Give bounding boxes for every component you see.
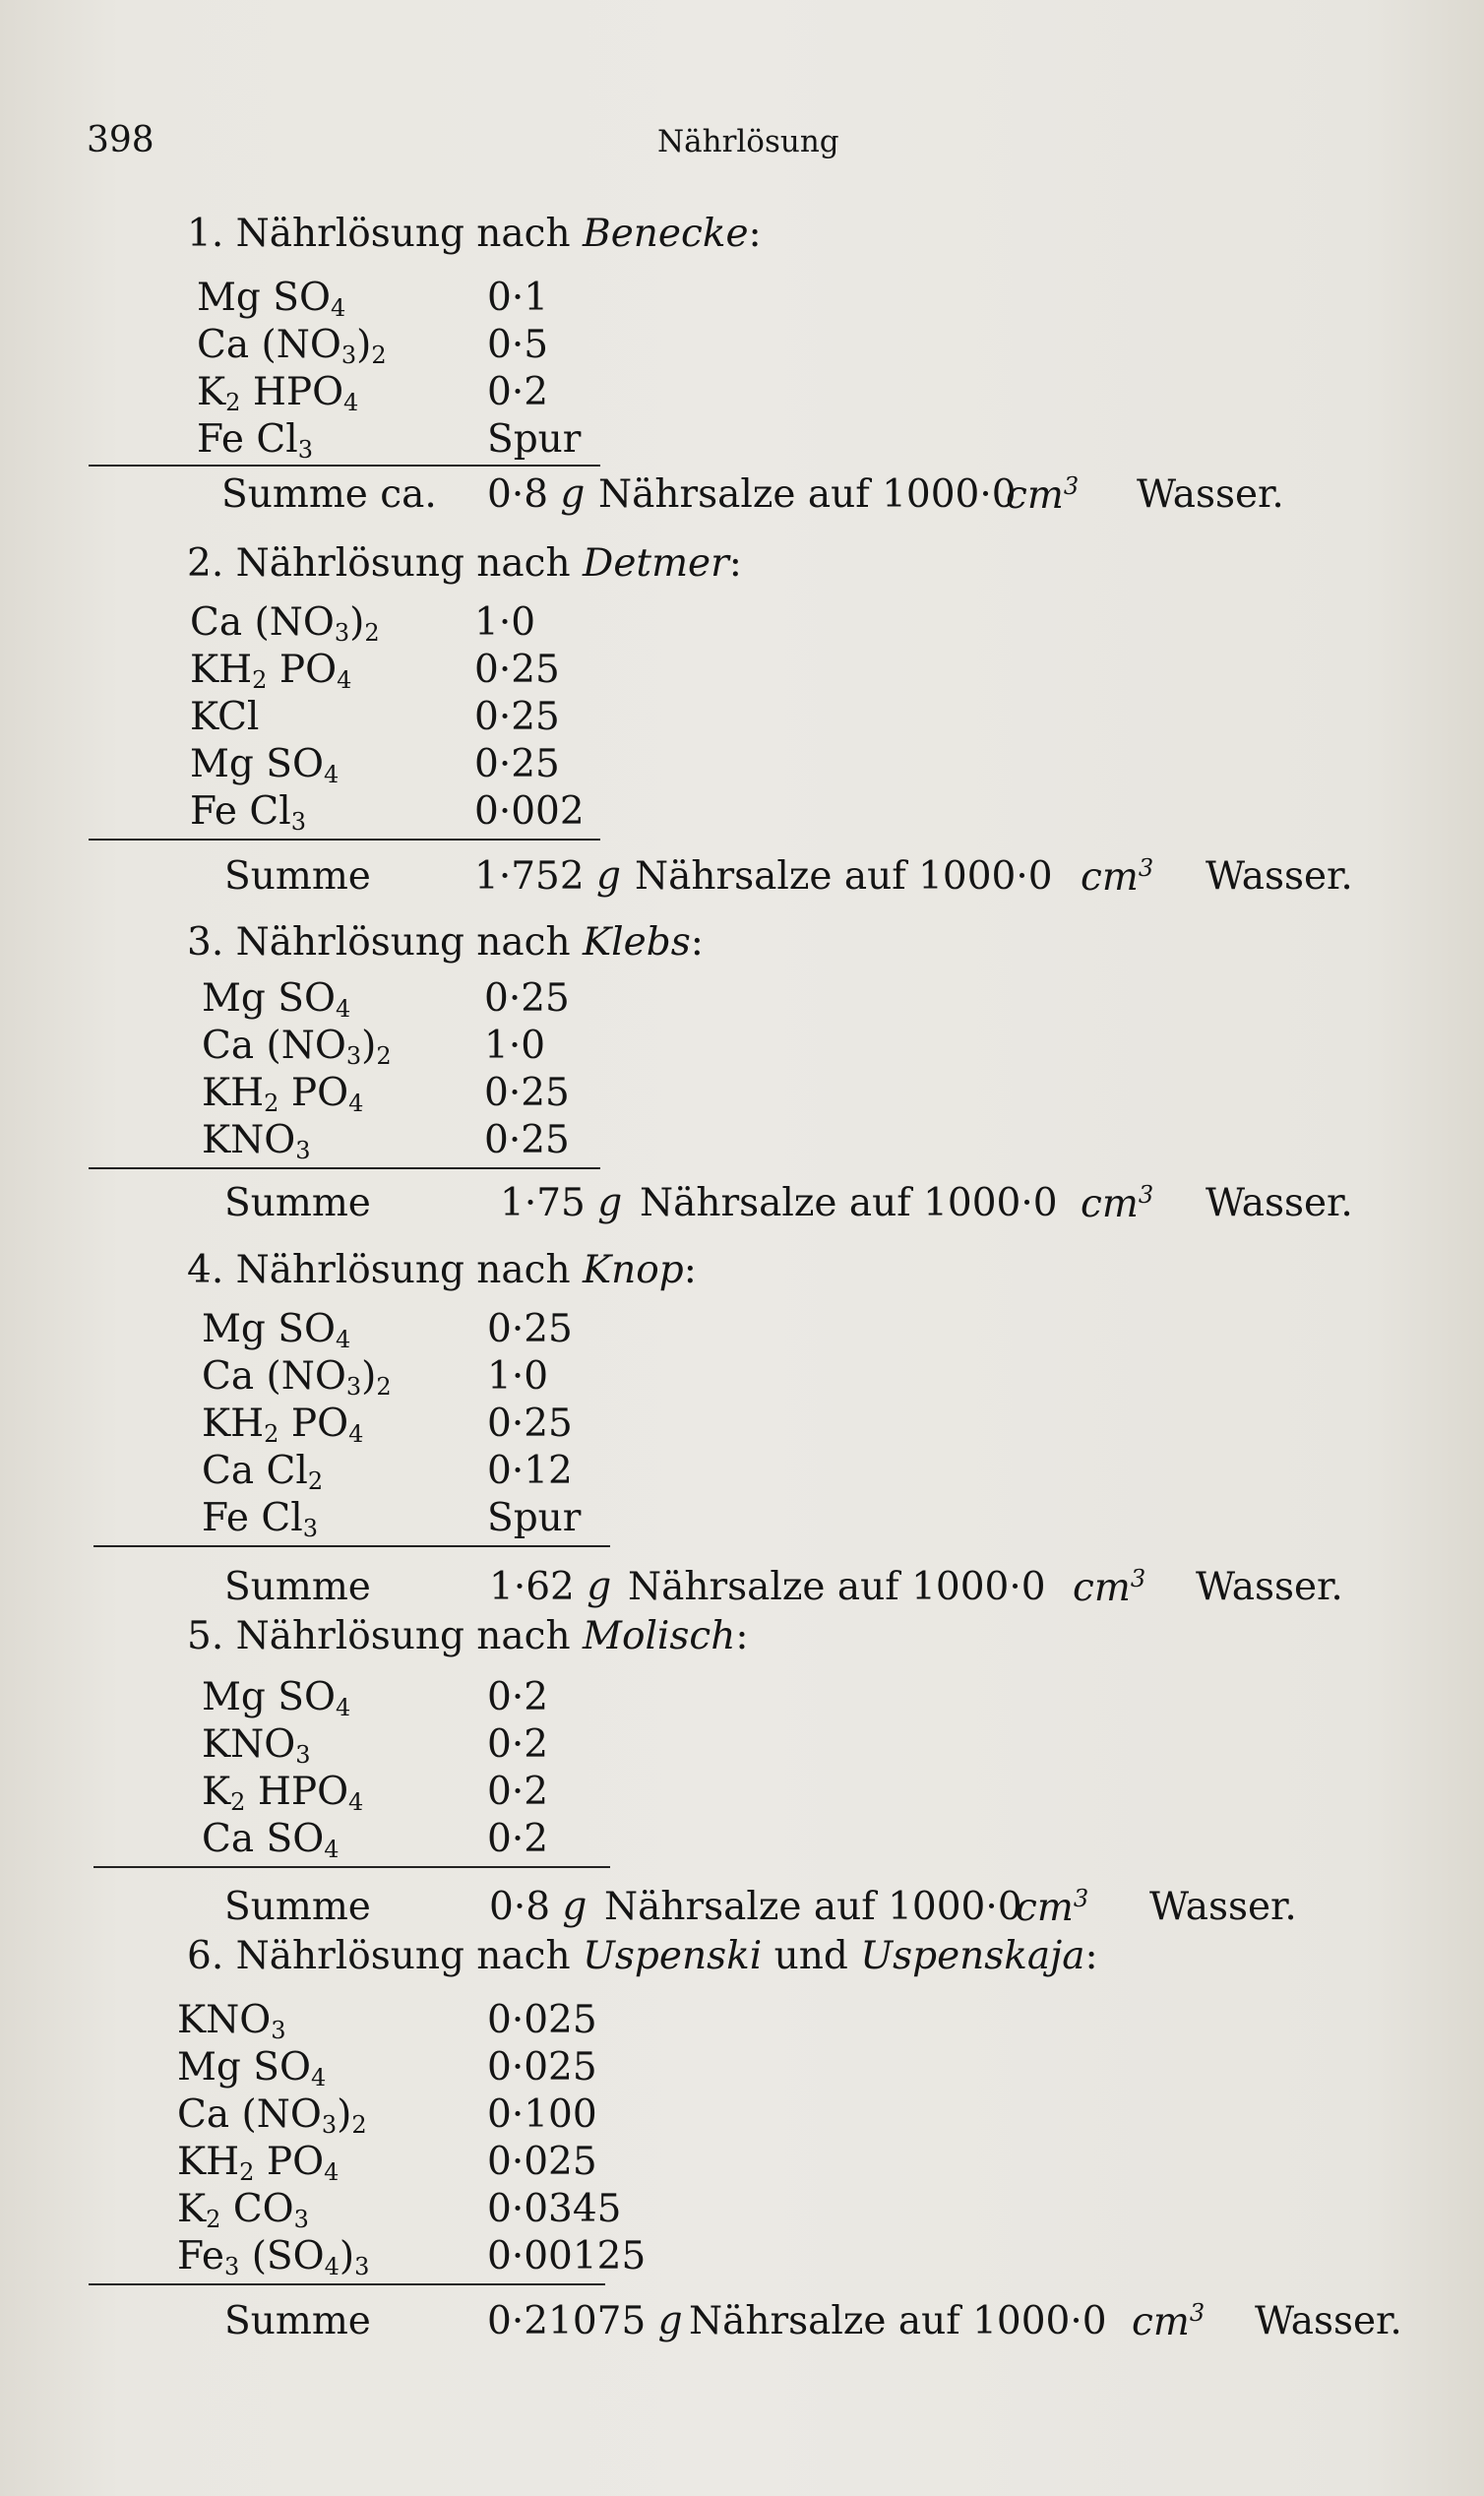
- title-text: 4. Nährlösung nach: [187, 1248, 584, 1292]
- salt-amount: 0·025: [487, 1998, 597, 2042]
- solution-title: [187, 920, 704, 965]
- solution-title: [187, 1248, 697, 1292]
- title-text: 5. Nährlösung nach: [187, 1614, 584, 1658]
- sum-text: Nährsalze auf 1000·0: [640, 1181, 1058, 1225]
- title-colon: :: [728, 541, 742, 586]
- title-colon: :: [690, 920, 704, 965]
- salt-amount: 1·0: [487, 1354, 549, 1399]
- title-text: 3. Nährlösung nach: [187, 920, 584, 965]
- sum-unit: g: [597, 1181, 623, 1225]
- salt-formula: Ca $(NO_3)_2$: [197, 323, 387, 369]
- sum-value: 0·8 g: [487, 472, 586, 517]
- sum-volume-unit: $cm^3$: [1073, 1565, 1146, 1610]
- salt-formula: $KH_2$ $PO_4$: [202, 1402, 364, 1448]
- running-title: Nährlösung: [657, 124, 839, 159]
- salt-amount: 0·25: [487, 1402, 573, 1446]
- salt-formula: Mg $SO_4$: [190, 742, 340, 788]
- page-header: [87, 120, 1366, 169]
- author-name: Detmer: [583, 541, 729, 586]
- solution-title: [187, 1934, 1098, 1978]
- solution-title: [187, 1614, 749, 1658]
- sum-rule: [93, 1545, 610, 1547]
- sum-text: Nährsalze auf 1000·0: [598, 472, 1017, 517]
- sum-rule: [89, 839, 600, 841]
- salt-amount: 0·25: [474, 742, 560, 786]
- sum-end: Wasser.: [1149, 1885, 1297, 1929]
- sum-volume-unit: $cm^3$: [1132, 2299, 1206, 2344]
- salt-formula: $KH_2$ $PO_4$: [177, 2140, 340, 2186]
- author-name: Uspenski: [583, 1934, 763, 1978]
- salt-amount: 0·2: [487, 1817, 549, 1861]
- salt-formula: Ca $(NO_3)_2$: [177, 2092, 367, 2139]
- salt-formula: $Fe_3$ $(SO_4)_3$: [177, 2234, 370, 2280]
- title-colon: :: [683, 1248, 697, 1292]
- sum-label: Summe ca.: [221, 472, 437, 517]
- salt-amount: 0·25: [474, 648, 560, 692]
- salt-amount: 0·025: [487, 2140, 597, 2184]
- sum-end: Wasser.: [1196, 1565, 1343, 1609]
- title-colon: :: [735, 1614, 749, 1658]
- sum-rule: [89, 1167, 600, 1169]
- sum-text: Nährsalze auf 1000·0: [604, 1885, 1022, 1929]
- sum-value: 1·75 g: [500, 1181, 623, 1225]
- sum-rule: [89, 465, 600, 467]
- salt-formula: Fe $Cl_3$: [202, 1496, 318, 1542]
- sum-unit: g: [562, 1885, 587, 1929]
- salt-formula: $K_2$ $HPO_4$: [197, 370, 359, 416]
- salt-formula: $KNO_3$: [202, 1118, 311, 1164]
- salt-formula: Mg $SO_4$: [202, 976, 351, 1023]
- sum-value: 1·752 g: [474, 854, 622, 899]
- salt-formula: $K_2$ $CO_3$: [177, 2187, 309, 2233]
- title-colon: :: [1084, 1934, 1098, 1978]
- salt-amount: 0·12: [487, 1449, 573, 1493]
- sum-text: Nährsalze auf 1000·0: [628, 1565, 1046, 1609]
- sum-end: Wasser.: [1206, 854, 1353, 899]
- salt-formula: Ca $SO_4$: [202, 1817, 340, 1863]
- sum-value: 0·21075 g: [487, 2299, 683, 2343]
- salt-formula: Fe $Cl_3$: [190, 789, 306, 836]
- page-number: 398: [87, 120, 155, 160]
- sum-value: 1·62 g: [489, 1565, 612, 1609]
- sum-unit: g: [596, 854, 622, 899]
- salt-amount: 0·25: [487, 1307, 573, 1351]
- sum-value: 0·8 g: [489, 1885, 587, 1929]
- salt-amount: 1·0: [474, 600, 536, 645]
- sum-volume-unit: $cm^3$: [1081, 1181, 1154, 1226]
- salt-amount: 0·25: [484, 1118, 570, 1162]
- salt-formula: $KH_2$ $PO_4$: [190, 648, 352, 694]
- sum-label: Summe: [224, 1885, 371, 1929]
- solution-title: [187, 541, 742, 586]
- salt-amount: 0·2: [487, 1770, 549, 1814]
- sum-end: Wasser.: [1137, 472, 1284, 517]
- title-colon: :: [748, 212, 762, 256]
- salt-formula: $KNO_3$: [177, 1998, 286, 2044]
- sum-label: Summe: [224, 854, 371, 899]
- salt-formula: Mg $SO_4$: [197, 276, 346, 322]
- salt-formula: Ca $Cl_2$: [202, 1449, 324, 1495]
- salt-amount: Spur: [487, 1496, 582, 1540]
- sum-text: Nährsalze auf 1000·0: [689, 2299, 1107, 2343]
- salt-amount: 0·0345: [487, 2187, 622, 2231]
- salt-amount: 1·0: [484, 1024, 546, 1068]
- sum-end: Wasser.: [1255, 2299, 1402, 2343]
- sum-rule: [93, 1866, 610, 1868]
- salt-formula: KCl: [190, 695, 260, 739]
- solution-title: [187, 212, 762, 256]
- salt-formula: $K_2$ $HPO_4$: [202, 1770, 364, 1816]
- title-text: 1. Nährlösung nach: [187, 212, 584, 256]
- sum-volume-unit: $cm^3$: [1081, 854, 1154, 900]
- sum-label: Summe: [224, 2299, 371, 2343]
- sum-text: Nährsalze auf 1000·0: [635, 854, 1053, 899]
- sum-unit: g: [560, 472, 586, 517]
- salt-amount: 0·100: [487, 2092, 597, 2137]
- salt-formula: $KH_2$ $PO_4$: [202, 1071, 364, 1117]
- author-name: Molisch: [583, 1614, 736, 1658]
- salt-formula: $KNO_3$: [202, 1722, 311, 1769]
- title-text: 6. Nährlösung nach: [187, 1934, 584, 1978]
- salt-amount: 0·2: [487, 370, 549, 414]
- sum-end: Wasser.: [1206, 1181, 1353, 1225]
- sum-unit: g: [657, 2299, 683, 2343]
- sum-label: Summe: [224, 1181, 371, 1225]
- salt-formula: Ca $(NO_3)_2$: [202, 1024, 392, 1070]
- salt-amount: 0·25: [484, 1071, 570, 1115]
- author-name: Klebs: [583, 920, 691, 965]
- salt-amount: 0·2: [487, 1675, 549, 1719]
- sum-volume-unit: $cm^3$: [1016, 1885, 1089, 1930]
- salt-formula: Ca $(NO_3)_2$: [190, 600, 380, 647]
- salt-formula: Mg $SO_4$: [202, 1675, 351, 1721]
- salt-amount: Spur: [487, 417, 582, 462]
- title-text: 2. Nährlösung nach: [187, 541, 584, 586]
- author-name: Knop: [583, 1248, 684, 1292]
- salt-amount: 0·2: [487, 1722, 549, 1767]
- salt-amount: 0·25: [474, 695, 560, 739]
- author-name: Benecke: [583, 212, 749, 256]
- salt-amount: 0·25: [484, 976, 570, 1021]
- salt-amount: 0·1: [487, 276, 549, 320]
- author-name: Uspenskaja: [860, 1934, 1085, 1978]
- salt-amount: 0·002: [474, 789, 585, 834]
- salt-amount: 0·00125: [487, 2234, 647, 2278]
- sum-rule: [89, 2283, 605, 2285]
- salt-formula: Ca $(NO_3)_2$: [202, 1354, 392, 1401]
- title-joiner: und: [762, 1934, 861, 1978]
- salt-amount: 0·025: [487, 2045, 597, 2090]
- salt-formula: Fe $Cl_3$: [197, 417, 313, 464]
- salt-formula: Mg $SO_4$: [202, 1307, 351, 1353]
- salt-amount: 0·5: [487, 323, 549, 367]
- sum-unit: g: [587, 1565, 612, 1609]
- sum-label: Summe: [224, 1565, 371, 1609]
- sum-volume-unit: $cm^3$: [1006, 472, 1080, 518]
- salt-formula: Mg $SO_4$: [177, 2045, 327, 2091]
